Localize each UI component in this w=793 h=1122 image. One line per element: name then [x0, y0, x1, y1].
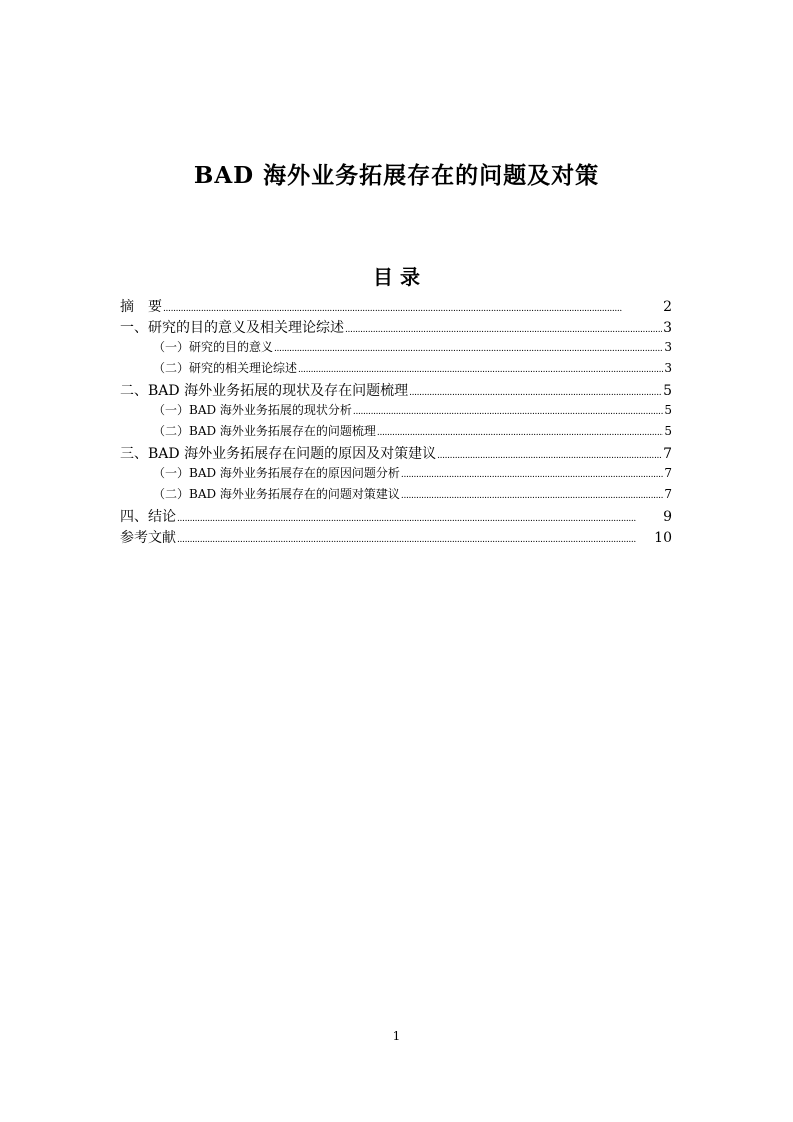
toc-entry-page: 5: [664, 424, 672, 438]
dot-leader: [377, 424, 663, 438]
table-of-contents: [120, 296, 672, 548]
toc-entry-page: 9: [663, 509, 672, 525]
toc-entry-label: （二）BAD 海外业务拓展存在的问题对策建议: [153, 487, 400, 501]
toc-entry-page: 7: [663, 446, 672, 462]
toc-entry-section-2-1[interactable]: [120, 401, 672, 422]
toc-entry-section-2[interactable]: [120, 380, 672, 401]
toc-entry-page: 3: [663, 320, 672, 336]
toc-entry-label: （一）BAD 海外业务拓展存在的原因问题分析: [153, 466, 400, 480]
toc-entry-label: 二、BAD 海外业务拓展的现状及存在问题梳理: [120, 383, 409, 399]
toc-entry-references[interactable]: [120, 527, 672, 548]
toc-entry-section-2-2[interactable]: [120, 422, 672, 443]
dot-leader: [345, 320, 662, 336]
dot-leader: [409, 383, 662, 399]
toc-entry-label: 一、研究的目的意义及相关理论综述: [120, 320, 344, 336]
toc-entry-label: （一）研究的目的意义: [153, 340, 274, 354]
dot-leader: [274, 340, 663, 354]
toc-entry-label: （一）BAD 海外业务拓展的现状分析: [153, 403, 352, 417]
toc-entry-label: （二）BAD 海外业务拓展存在的问题梳理: [153, 424, 376, 438]
toc-entry-abstract[interactable]: [120, 296, 672, 317]
toc-entry-page: 7: [664, 487, 672, 501]
dot-leader: [353, 403, 663, 417]
toc-heading: 目 录: [373, 265, 420, 289]
toc-entry-label: （二）研究的相关理论综述: [153, 361, 298, 375]
toc-entry-label: 三、BAD 海外业务拓展存在问题的原因及对策建议: [120, 446, 437, 462]
dot-leader: [177, 530, 653, 546]
toc-entry-page: 5: [664, 403, 672, 417]
toc-entry-section-3[interactable]: [120, 443, 672, 464]
toc-entry-page: 5: [663, 383, 672, 399]
toc-entry-section-1-2[interactable]: [120, 359, 672, 380]
toc-entry-section-1-1[interactable]: [120, 338, 672, 359]
toc-entry-page: 3: [664, 361, 672, 375]
toc-entry-page: 3: [664, 340, 672, 354]
toc-entry-conclusion[interactable]: [120, 506, 672, 527]
dot-leader: [401, 487, 663, 501]
page-number: 1: [392, 1029, 401, 1043]
dot-leader: [163, 299, 662, 315]
document-title: BAD 海外业务拓展存在的问题及对策: [193, 162, 600, 189]
toc-entry-page: 2: [663, 299, 672, 315]
dot-leader: [177, 509, 662, 525]
toc-entry-page: 7: [664, 466, 672, 480]
toc-entry-page: 10: [654, 530, 672, 546]
dot-leader: [437, 446, 662, 462]
toc-entry-section-3-2[interactable]: [120, 485, 672, 506]
toc-entry-section-1[interactable]: [120, 317, 672, 338]
toc-entry-section-3-1[interactable]: [120, 464, 672, 485]
dot-leader: [401, 466, 663, 480]
toc-entry-label: 四、结论: [120, 509, 176, 525]
dot-leader: [298, 361, 663, 375]
toc-entry-label: 摘 要: [120, 299, 162, 315]
toc-entry-label: 参考文献: [120, 530, 176, 546]
